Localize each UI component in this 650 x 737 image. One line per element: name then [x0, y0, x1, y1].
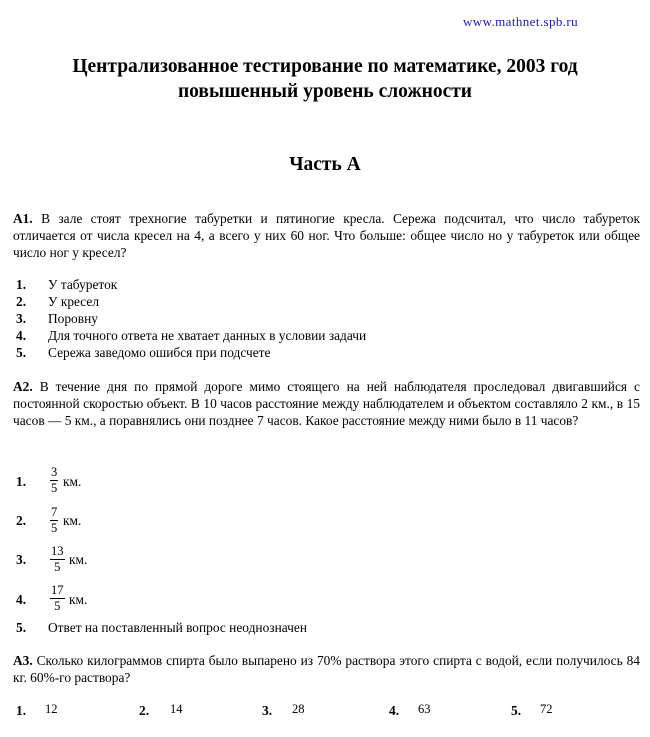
option-number: 2.	[16, 294, 27, 309]
option-number: 1.	[16, 474, 27, 489]
option-number: 1.	[16, 277, 27, 292]
fraction	[50, 583, 65, 614]
option-value: 72	[540, 702, 553, 716]
option-number: 2.	[16, 513, 27, 528]
question-a3	[13, 652, 640, 686]
fraction-numerator: 13	[51, 544, 64, 558]
question-number: А2.	[13, 379, 33, 394]
question-a2	[13, 378, 640, 429]
option-unit: км.	[63, 513, 82, 528]
fraction	[50, 544, 65, 575]
part-heading: Часть А	[289, 154, 361, 175]
option-number: 4.	[389, 703, 400, 718]
option-unit: км.	[69, 552, 88, 567]
option-number: 3.	[16, 552, 27, 567]
option-unit: км.	[69, 592, 88, 607]
fraction-numerator: 17	[51, 583, 64, 597]
option-value: 63	[418, 702, 431, 716]
title-line-2: повышенный уровень сложности	[177, 81, 473, 102]
option-number: 3.	[262, 703, 273, 718]
option-number: 3.	[16, 311, 27, 326]
option-number: 5.	[16, 620, 27, 635]
question-number: А3.	[13, 653, 33, 668]
option-value: 28	[292, 702, 305, 716]
option-number: 5.	[16, 345, 27, 360]
option-text: У кресел	[48, 294, 100, 309]
option-number: 1.	[16, 703, 27, 718]
option-text: Сережа заведомо ошибся при подсчете	[48, 345, 271, 360]
option-value: 12	[45, 702, 58, 716]
page-title	[0, 54, 650, 104]
site-url[interactable]: www.mathnet.spb.ru	[463, 14, 579, 29]
fraction-denominator: 5	[54, 560, 61, 574]
fraction-denominator: 5	[51, 481, 58, 495]
question-text: Сколько килограммов спирта было выпарено из 70% раствора этого спирта с водой, если получилось 84 кг. 60%-го раствора?	[13, 653, 640, 685]
fraction-denominator: 5	[51, 521, 58, 535]
question-a1	[13, 210, 640, 261]
question-text: В зале стоят трехногие табуретки и пятиногие кресла. Сережа подсчитал, что число табуреток отличается от числа кресел на 4, а всего у них 60 ног. Что больше: общее число но у табуреток или общее число ног у кресел?	[13, 211, 640, 260]
option-number: 4.	[16, 592, 27, 607]
fraction	[50, 505, 58, 536]
option-number: 2.	[139, 703, 150, 718]
fraction-numerator: 3	[51, 465, 58, 479]
option-text: Ответ на поставленный вопрос неоднозначен	[48, 620, 307, 635]
fraction-denominator: 5	[54, 599, 61, 613]
option-text: Поровну	[48, 311, 98, 326]
option-text: У табуреток	[48, 277, 118, 292]
fraction-numerator: 7	[51, 505, 58, 519]
option-text: Для точного ответа не хватает данных в условии задачи	[48, 328, 367, 343]
option-unit: км.	[63, 474, 82, 489]
option-number: 4.	[16, 328, 27, 343]
fraction	[50, 465, 58, 496]
question-text: В течение дня по прямой дороге мимо стоящего на ней наблюдателя проследовал двигавшийся с постоянной скоростью объект. В 10 часов расстояние между наблюдателем и объектом составляло 2 км., в 15 часов — 5 км., а поравнялись они позднее 7 часов. Какое расстояние между ними было в 11 часов?	[13, 379, 640, 428]
question-number: А1.	[13, 211, 33, 226]
option-number: 5.	[511, 703, 522, 718]
option-value: 14	[170, 702, 183, 716]
title-line-1: Централизованное тестирование по математике, 2003 год	[72, 56, 578, 77]
